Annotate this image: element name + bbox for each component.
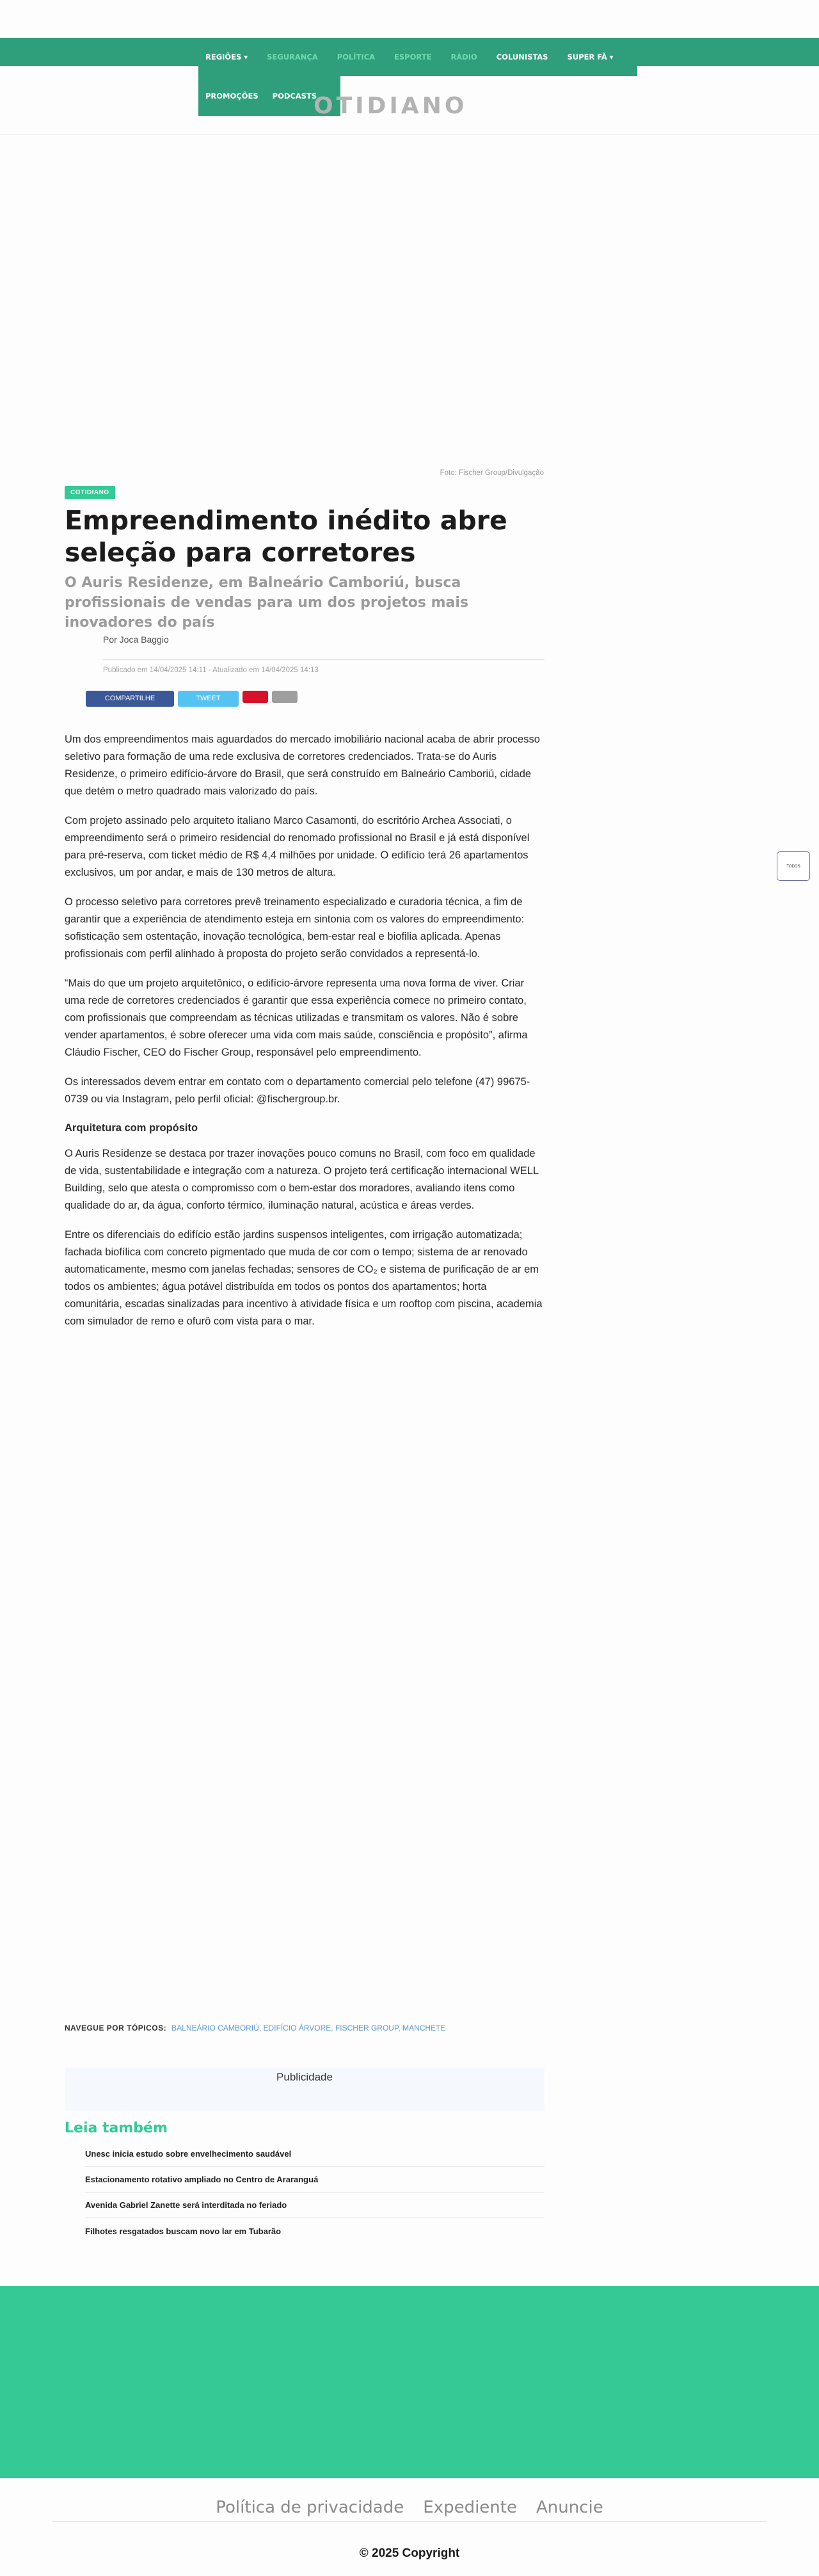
pinterest-share-button[interactable] — [243, 691, 268, 703]
article-paragraph: Entre os diferenciais do edifício estão jardins suspensos inteligentes, com irrigação automatizada; fachada biofílica com concreto pigmentado que muda de cor com o tempo; sistema de ar renovado automaticamente, mesmo com janelas fechadas; sensores de CO₂ e sistema de purificação de ar em todos os ambientes; água potável distribuída em todos os pontos dos apartamentos; horta comunitária, escadas sinalizadas para incentivo à atividade física e um rooftop com piscina, academia com simulador de remo e ofurô com vista para o mar. — [65, 1229, 543, 1327]
article-paragraph: Os interessados devem entrar em contato com o departamento comercial pelo telefone (47) 99675-0739 ou via Instagram, pelo perfil oficial: @fischergroup.br. — [65, 1076, 530, 1105]
article-paragraph: Com projeto assinado pelo arquiteto italiano Marco Casamonti, do escritório Archea Associati, o empreendimento será o primeiro residencial do renomado profissional no Brasil e já está disponível para pré-reserva, com ticket médio de R$ 4,4 milhões por unidade. O edifício terá 26 apartamentos exclusivos, um por andar, e mais de 130 metros de altura. — [65, 815, 530, 878]
footer-link-anuncie[interactable]: Anuncie — [536, 2498, 603, 2517]
topics-nav — [65, 2024, 445, 2033]
share-buttons — [86, 691, 298, 707]
email-share-button[interactable] — [272, 691, 298, 703]
floating-side-tab[interactable]: TODOS — [777, 851, 810, 881]
twitter-share-button[interactable]: TWEET — [178, 691, 239, 707]
article-paragraph: Um dos empreendimentos mais aguardados do mercado imobiliário nacional acaba de abrir processo seletivo para formação de uma rede exclusiva de corretores credenciados. Trata-se do Auris Residenze, o primeiro edifício-árvore do Brasil, que será construído em Balneário Camboriú, cidade que detém o metro quadrado mais valorizado do país. — [65, 734, 540, 797]
footer-link-expediente[interactable]: Expediente — [423, 2498, 517, 2517]
footer-band — [0, 2286, 819, 2478]
nav-item-super-fa[interactable]: SUPER FÃ ▾ — [567, 52, 614, 61]
nav-item-colunistas[interactable]: COLUNISTAS — [496, 52, 548, 61]
related-item[interactable]: Unesc inicia estudo sobre envelhecimento saudável — [85, 2141, 545, 2167]
article-paragraph: O processo seletivo para corretores prevê treinamento especializado e curadoria técnica, a fim de garantir que a experiência de atendimento esteja em sintonia com os valores do empreendimento: sofisticação sem ostentação, inovação tecnológica, bem-estar real e biofilia aplicada. Apenas profissionais com perfil alinhado à proposta do projeto serão convidados a representá-lo. — [65, 896, 525, 960]
nav-item-politica[interactable]: POLÍTICA — [337, 52, 376, 61]
site-logo[interactable]: OTIDIANO — [314, 93, 468, 119]
footer-links — [0, 2498, 819, 2517]
article-dates: Publicado em 14/04/2025 14:11 - Atualizado em 14/04/2025 14:13 — [103, 666, 319, 674]
article-paragraph: O Auris Residenze se destaca por trazer inovações pouco comuns no Brasil, com foco em qualidade de vida, sustentabilidade e integração com a natureza. O projeto terá certificação internacional WELL Building, selo que atesta o compromisso com o bem-estar dos moradores, avaliando itens como qualidade do ar, da água, conforto térmico, iluminação natural, acústica e áreas verdes. — [65, 1148, 539, 1211]
article-paragraph: “Mais do que um projeto arquitetônico, o edifício-árvore representa uma nova forma de viver. Criar uma rede de corretores credenciados é garantir que essa experiência comece no primeiro contato, com profissionais que compreendam as técnicas utilizadas e transmitam os valores. Não é sobre vender apartamentos, é sobre oferecer uma vida com mais saúde, consciência e propósito”, afirma Cláudio Fischer, CEO do Fischer Group, responsável pelo empreendimento. — [65, 978, 528, 1058]
article-body — [65, 731, 546, 1342]
related-title: Leia também — [65, 2120, 168, 2136]
topics-label: NAVEGUE POR TÓPICOS: — [65, 2024, 167, 2033]
article-subtitle: O Auris Residenze, em Balneário Camboriú, busca profissionais de vendas para um dos projetos mais inovadores do país — [65, 575, 469, 631]
dropdown-item-podcasts[interactable]: PODCASTS — [272, 92, 317, 101]
nav-item-regioes[interactable]: REGIÕES ▾ — [205, 52, 248, 61]
article-author: Por Joca Baggio — [103, 634, 169, 645]
facebook-share-button[interactable]: COMPARTILHE — [86, 691, 174, 707]
related-item[interactable]: Estacionamento rotativo ampliado no Centro de Araranguá — [85, 2167, 545, 2193]
copyright: © 2025 Copyright — [359, 2547, 460, 2560]
hero-image-caption: Foto: Fischer Group/Divulgação — [440, 469, 544, 477]
related-item[interactable]: Avenida Gabriel Zanette será interditada no feriado — [85, 2193, 545, 2218]
ad-label: Publicidade — [276, 2071, 333, 2083]
main-nav — [198, 38, 637, 76]
related-item[interactable]: Filhotes resgatados buscam novo lar em Tubarão — [85, 2226, 282, 2236]
article-subheading: Arquitetura com propósito — [65, 1122, 198, 1134]
footer-divider — [52, 2521, 767, 2522]
nav-item-radio[interactable]: RÁDIO — [450, 52, 477, 61]
category-badge[interactable]: COTIDIANO — [65, 486, 115, 499]
dropdown-item-promocoes[interactable]: PROMOÇÕES — [205, 92, 258, 101]
topic-links[interactable]: BALNEÁRIO CAMBORIÚ, EDIFÍCIO ÁRVORE, FISCHER GROUP, MANCHETE — [171, 2024, 446, 2033]
related-list — [85, 2141, 545, 2244]
ad-slot — [65, 2068, 545, 2111]
nav-item-seguranca[interactable]: SEGURANÇA — [267, 52, 318, 61]
footer-link-privacy[interactable]: Política de privacidade — [216, 2498, 404, 2517]
article-title: Empreendimento inédito abre seleção para corretores — [65, 505, 507, 568]
nav-item-esporte[interactable]: ESPORTE — [394, 52, 432, 61]
meta-divider — [103, 659, 545, 660]
